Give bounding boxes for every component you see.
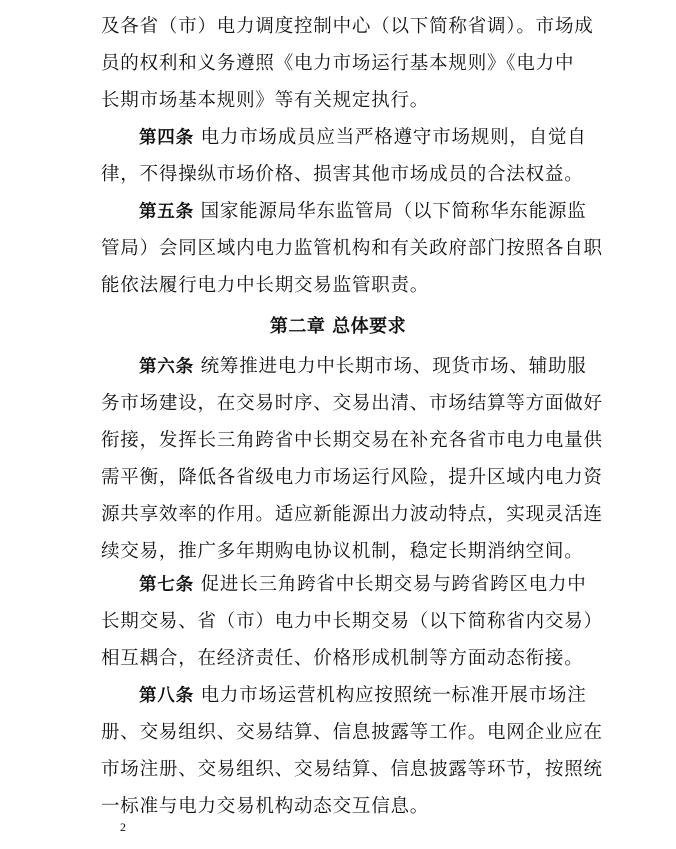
text-line: 统筹推进电力中长期市场、现货市场、辅助服 [200, 356, 587, 377]
page-number: 2 [120, 820, 126, 834]
text-line: 一标准与电力交易机构动态交互信息。 [101, 796, 430, 817]
text-line: 长期市场基本规则》等有关规定执行。 [101, 90, 430, 111]
article-6-paragraph [139, 352, 587, 382]
article-label: 第五条 [139, 202, 194, 222]
text-line: 续交易，推广多年期购电协议机制，稳定长期消纳空间。 [101, 541, 584, 562]
text-line: 管局）会同区域内电力监管机构和有关政府部门按照各自职 [101, 238, 603, 259]
text-line: 促进长三角跨省中长期交易与跨省跨区电力中 [200, 574, 587, 595]
text-line: 电力市场成员应当严格遵守市场规则，自觉自 [200, 127, 587, 148]
article-label: 第四条 [139, 128, 194, 148]
article-7-paragraph [139, 570, 587, 600]
text-line: 能依法履行电力中长期交易监管职责。 [101, 275, 430, 296]
text-line: 册、交易组织、交易结算、信息披露等工作。电网企业应在 [101, 722, 603, 743]
text-line: 电力市场运营机构应按照统一标准开展市场注 [200, 685, 587, 706]
article-8-paragraph [139, 681, 587, 711]
text-line: 源共享效率的作用。适应新能源出力波动特点，实现灵活连 [101, 504, 603, 525]
text-line: 市场注册、交易组织、交易结算、信息披露等环节，按照统 [101, 759, 603, 780]
text-line: 衔接，发挥长三角跨省中长期交易在补充各省市电力电量供 [101, 430, 603, 451]
text-line: 及各省（市）电力调度控制中心（以下简称省调）。市场成 [101, 16, 594, 37]
article-label: 第八条 [139, 686, 194, 706]
text-line: 员的权利和义务遵照《电力市场运行基本规则》《电力中 [101, 53, 575, 74]
article-label: 第七条 [139, 575, 194, 595]
text-line: 律，不得操纵市场价格、损害其他市场成员的合法权益。 [101, 164, 584, 185]
chapter-heading: 第二章 总体要求 [269, 316, 407, 337]
article-5-paragraph [139, 197, 587, 227]
text-line: 国家能源局华东监管局（以下简称华东能源监 [200, 201, 587, 222]
article-label: 第六条 [139, 357, 194, 377]
text-line: 务市场建设，在交易时序、交易出清、市场结算等方面做好 [101, 393, 603, 414]
text-line: 相互耦合，在经济责任、价格形成机制等方面动态衔接。 [101, 648, 584, 669]
text-line: 长期交易、省（市）电力中长期交易（以下简称省内交易） [101, 611, 603, 632]
text-line: 需平衡，降低各省级电力市场运行风险，提升区域内电力资 [101, 467, 603, 488]
article-4-paragraph [139, 123, 587, 153]
